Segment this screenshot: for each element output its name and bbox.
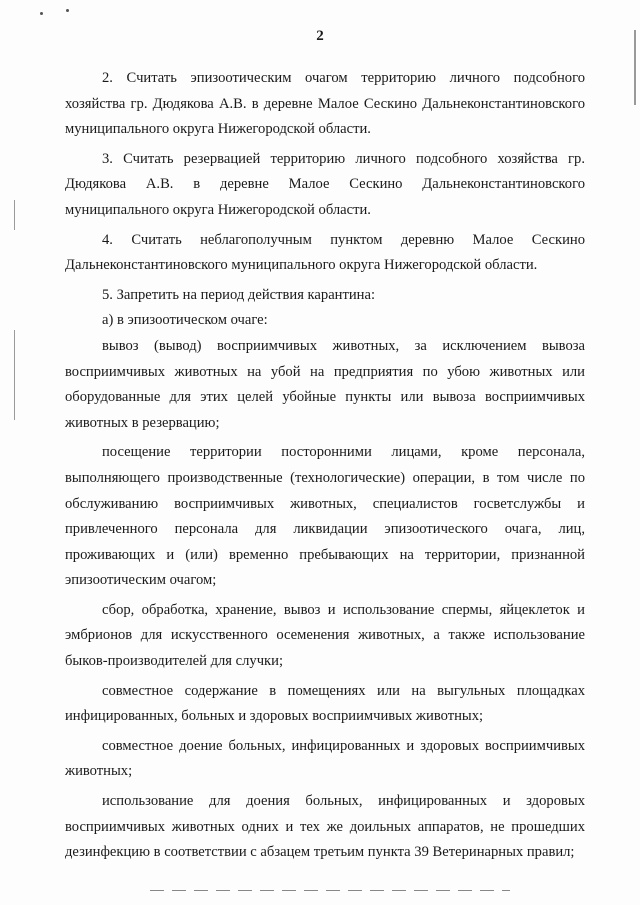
prohibition-visits: посещение территории посторонними лицами, кроме персонала, выполняющего производственные (технологические) операции, в том числе по обслуживанию восприимчивых животных, специалистов госветслужбы и привлеченного персонала для ликвидации эпизоотического очага, лиц, проживающих и (или) временно пребывающих на территории, признанной эпизоотическим очагом; (65, 444, 585, 589)
document-body (65, 66, 585, 870)
scan-margin-mark (14, 330, 15, 420)
paragraph-item-2: 2. Считать эпизоотическим очагом территорию личного подсобного хозяйства гр. Дюдякова А.В. в деревне Малое Сескино Дальнеконстантиновского муниципального округа Нижегородской области. (65, 70, 585, 138)
page-number: 2 (316, 28, 324, 44)
prohibition-export: вывоз (вывод) восприимчивых животных, за исключением вывоза восприимчивых животных на убой на предприятия по убою животных или оборудованные для этих целей убойные пункты или вывоза восприимчивых животных в резервацию; (65, 337, 585, 431)
paragraph-item-3: 3. Считать резервацией территорию личного подсобного хозяйства гр. Дюдякова А.В. в деревне Малое Сескино Дальнеконстантиновского муниципального округа Нижегородской области. (65, 150, 585, 218)
subitem-a-heading: а) в эпизоотическом очаге: (102, 312, 268, 329)
scan-margin-mark (14, 200, 15, 230)
paragraph-item-4: 4. Считать неблагополучным пунктом деревню Малое Сескино Дальнеконстантиновского муниципального округа Нижегородской области. (65, 231, 585, 274)
scan-bottom-line (150, 890, 510, 891)
prohibition-joint-milking: совместное доение больных, инфицированных и здоровых восприимчивых животных; (65, 737, 585, 780)
scan-speck (66, 9, 69, 12)
scan-speck (40, 12, 43, 15)
prohibition-sperm: сбор, обработка, хранение, вывоз и использование спермы, яйцеклеток и эмбрионов для искусственного осеменения животных, а также использование быков-производителей для случки; (65, 601, 585, 670)
prohibition-milking-equipment: использование для доения больных, инфицированных и здоровых восприимчивых животных одних и тех же доильных аппаратов, не прошедших дезинфекцию в соответствии с абзацем третьим пункта 39 Ветеринарных правил; (65, 793, 585, 861)
paragraph-item-5: 5. Запретить на период действия карантина: (102, 286, 376, 303)
prohibition-joint-keeping: совместное содержание в помещениях или на выгульных площадках инфицированных, больных и здоровых восприимчивых животных; (65, 682, 585, 725)
